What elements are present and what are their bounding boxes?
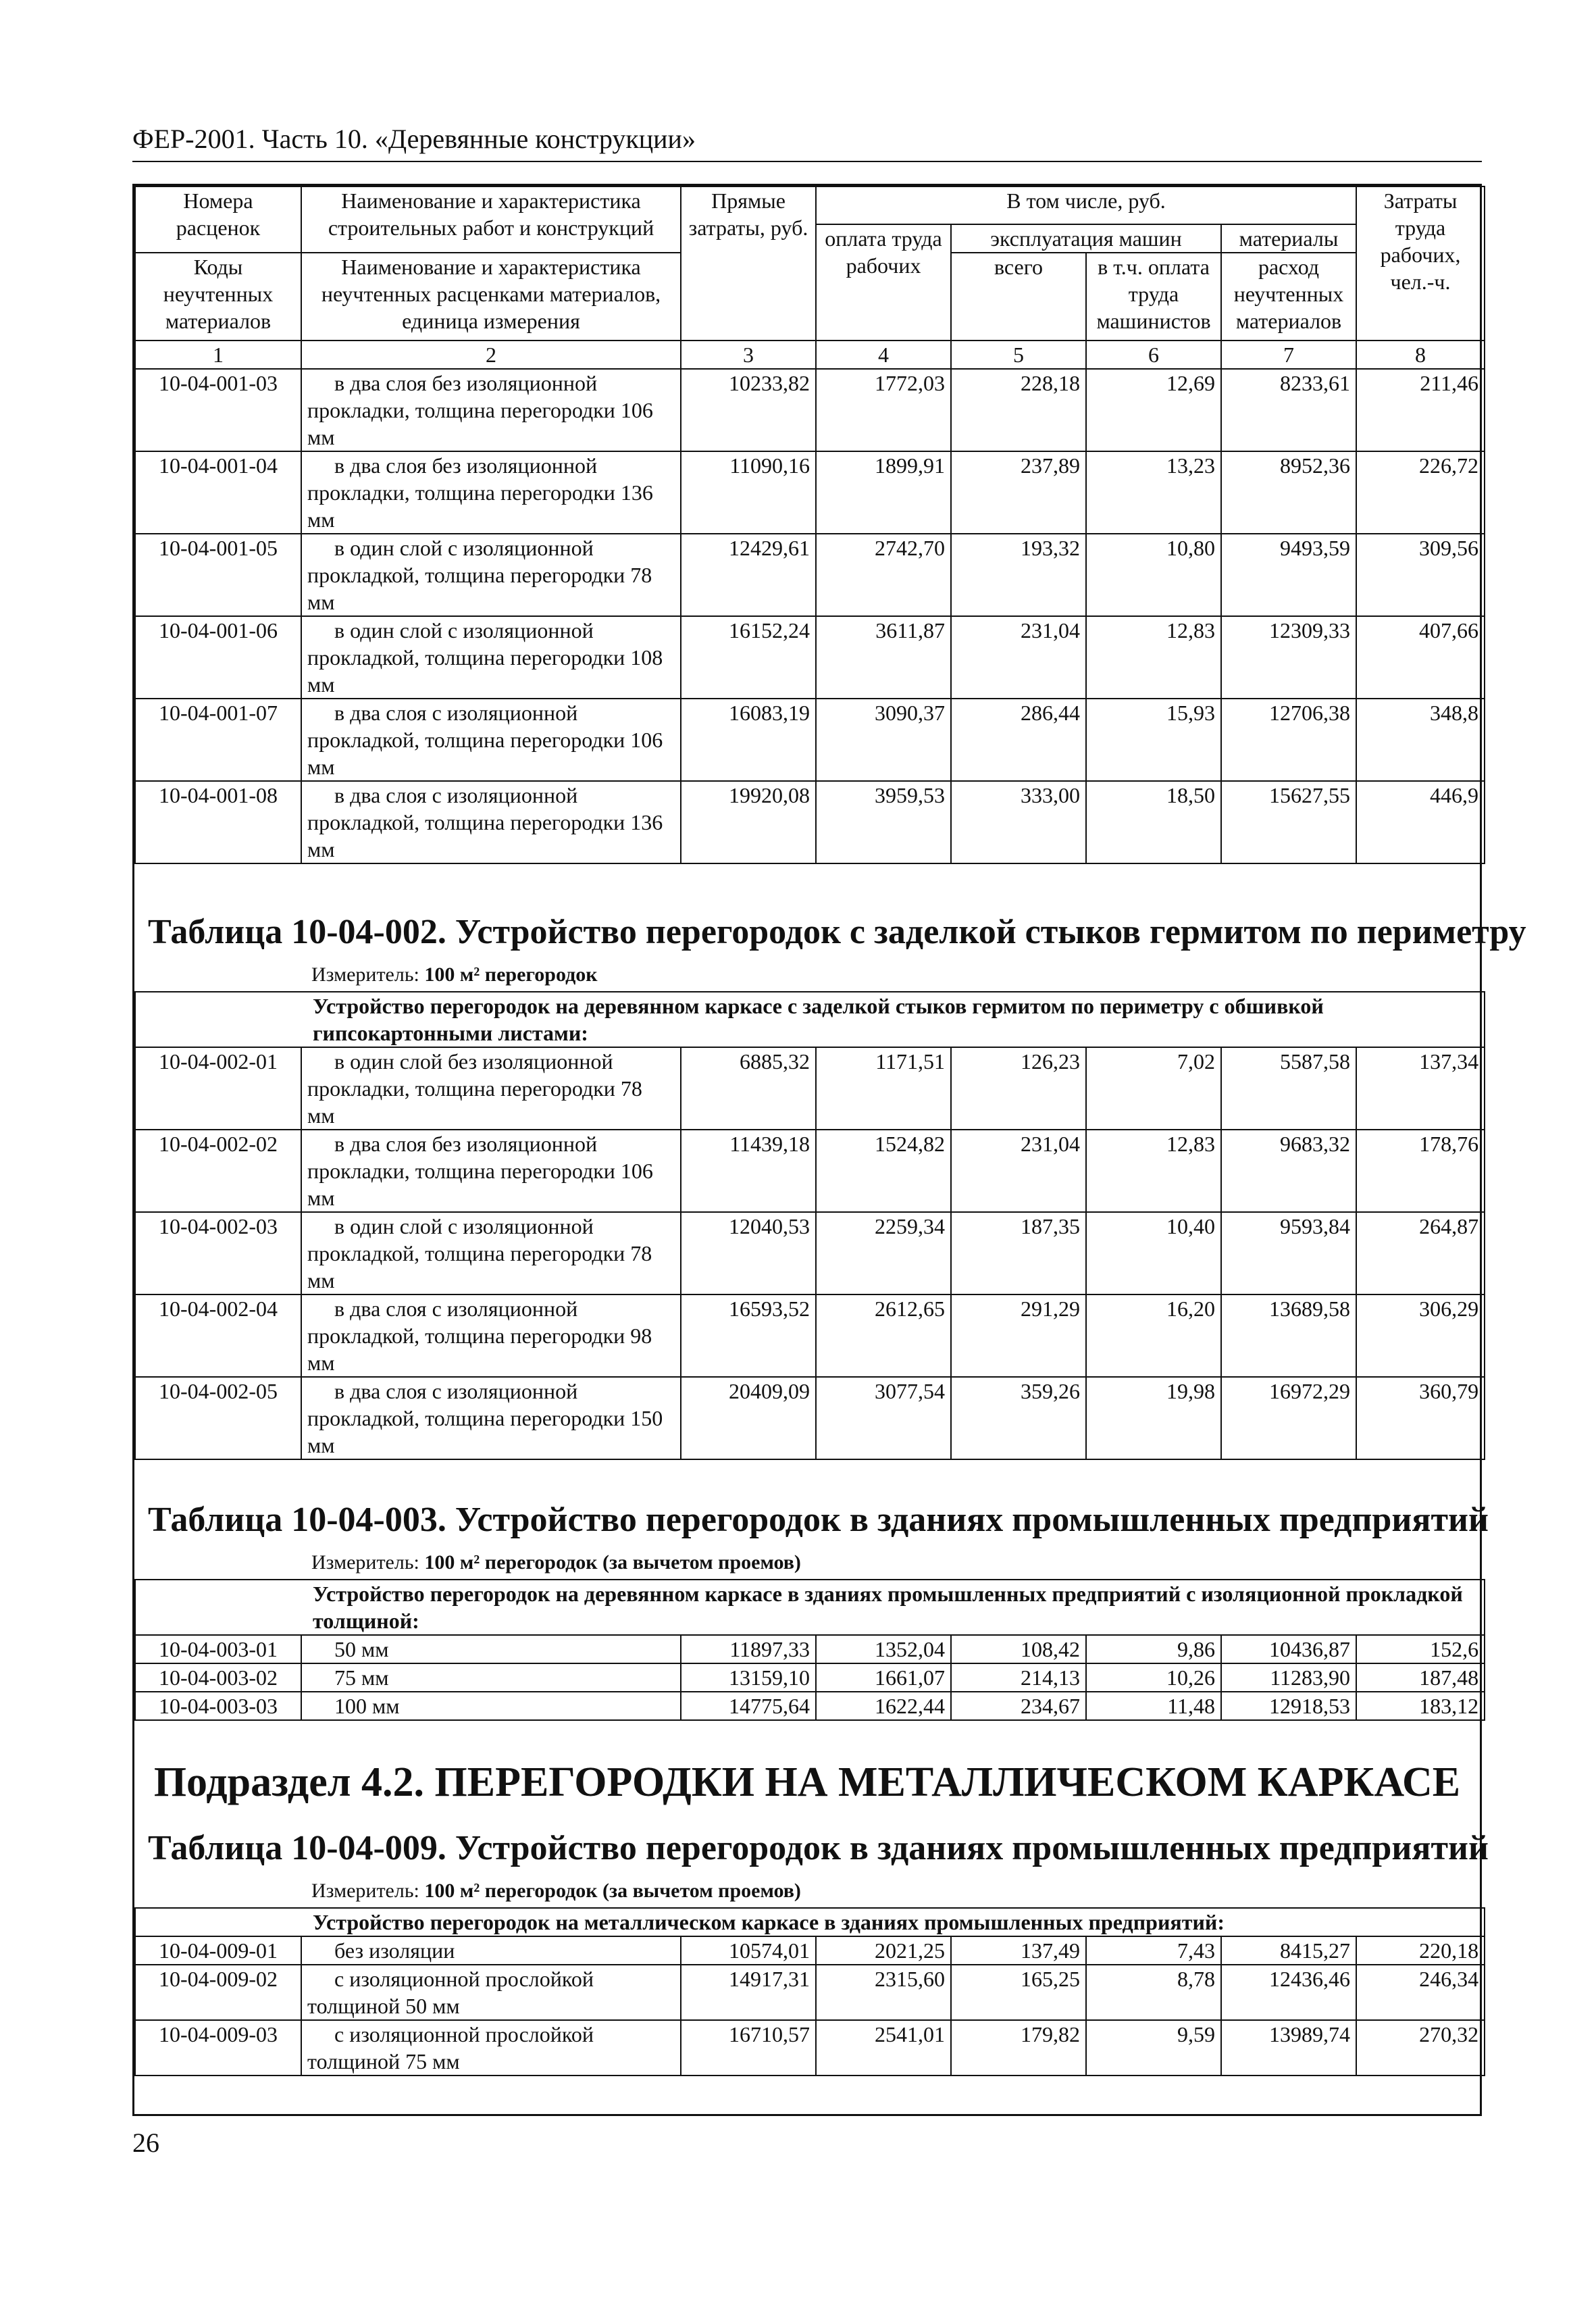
machines-total-cell: 108,42 xyxy=(951,1635,1086,1663)
header-unaccounted-name: Наименование и характеристика неучтенных расценками материалов, единица измерения xyxy=(301,253,681,341)
measure-label: Измеритель: xyxy=(311,1551,419,1574)
labor-hours-cell: 183,12 xyxy=(1356,1692,1485,1720)
labor-hours-cell: 152,6 xyxy=(1356,1635,1485,1663)
page-number: 26 xyxy=(132,2128,159,2158)
materials-cell: 9493,59 xyxy=(1221,534,1356,616)
table-009-group: Устройство перегородок на металлическом каркасе в зданиях промышленных предприятий: xyxy=(135,1908,1485,1936)
materials-cell: 8233,61 xyxy=(1221,369,1356,451)
machines-labor-cell: 9,59 xyxy=(1086,2020,1221,2076)
labor-hours-cell: 407,66 xyxy=(1356,616,1485,699)
materials-cell: 13989,74 xyxy=(1221,2020,1356,2076)
direct-costs-cell: 12040,53 xyxy=(681,1212,816,1294)
labor-pay-cell: 2315,60 xyxy=(816,1965,951,2020)
labor-hours-cell: 178,76 xyxy=(1356,1130,1485,1212)
table-003-group: Устройство перегородок на деревянном каркасе в зданиях промышленных предприятий с изоляционной прокладкой толщиной: xyxy=(135,1580,1485,1635)
header-machines: эксплуатация машин xyxy=(951,224,1221,253)
table-row xyxy=(135,2020,1485,2076)
header-rate-numbers: Номера расценок xyxy=(135,186,301,253)
machines-total-cell: 333,00 xyxy=(951,781,1086,863)
machines-labor-cell: 7,02 xyxy=(1086,1047,1221,1130)
header-labor-hours: Затраты труда рабочих, чел.-ч. xyxy=(1356,186,1485,341)
direct-costs-cell: 13159,10 xyxy=(681,1663,816,1692)
page-header-title: ФЕР-2001. Часть 10. «Деревянные конструкции» xyxy=(132,124,696,154)
column-index: 7 xyxy=(1221,341,1356,369)
header-work-name: Наименование и характеристика строительных работ и конструкций xyxy=(301,186,681,253)
labor-pay-cell: 1171,51 xyxy=(816,1047,951,1130)
header-machines-labor: в т.ч. оплата труда машинистов xyxy=(1086,253,1221,341)
direct-costs-cell: 16710,57 xyxy=(681,2020,816,2076)
rate-name: в два слоя с изоляционной прокладкой, толщина перегородки 136 мм xyxy=(301,781,681,863)
rate-name: с изоляционной прослойкой толщиной 50 мм xyxy=(301,1965,681,2020)
direct-costs-cell: 20409,09 xyxy=(681,1377,816,1459)
rate-name: в два слоя с изоляционной прокладкой, толщина перегородки 150 мм xyxy=(301,1377,681,1459)
table-row xyxy=(135,781,1485,863)
measure-value: 100 м² перегородок (за вычетом проемов) xyxy=(424,1551,801,1574)
table-row xyxy=(135,1663,1485,1692)
direct-costs-cell: 16593,52 xyxy=(681,1294,816,1377)
rate-code: 10-04-009-02 xyxy=(135,1965,301,2020)
labor-hours-cell: 309,56 xyxy=(1356,534,1485,616)
rate-name: в один слой без изоляционной прокладки, толщина перегородки 78 мм xyxy=(301,1047,681,1130)
machines-total-cell: 237,89 xyxy=(951,451,1086,534)
machines-total-cell: 137,49 xyxy=(951,1936,1086,1965)
labor-pay-cell: 1524,82 xyxy=(816,1130,951,1212)
table-002-title: Таблица 10-04-002. Устройство перегородок с заделкой стыков гермитом по периметру xyxy=(148,913,1526,951)
header-labor-pay: оплата труда рабочих xyxy=(816,224,951,341)
labor-hours-cell: 360,79 xyxy=(1356,1377,1485,1459)
header-materials: материалы xyxy=(1221,224,1356,253)
rate-code: 10-04-009-01 xyxy=(135,1936,301,1965)
table-009-measure xyxy=(134,1878,1480,1905)
machines-labor-cell: 8,78 xyxy=(1086,1965,1221,2020)
direct-costs-cell: 16152,24 xyxy=(681,616,816,699)
table-row xyxy=(135,1965,1485,2020)
direct-costs-cell: 19920,08 xyxy=(681,781,816,863)
machines-total-cell: 291,29 xyxy=(951,1294,1086,1377)
document-frame xyxy=(132,184,1526,2116)
labor-pay-cell: 1622,44 xyxy=(816,1692,951,1720)
materials-cell: 12706,38 xyxy=(1221,699,1356,781)
rate-name: с изоляционной прослойкой толщиной 75 мм xyxy=(301,2020,681,2076)
direct-costs-cell: 10574,01 xyxy=(681,1936,816,1965)
direct-costs-cell: 11897,33 xyxy=(681,1635,816,1663)
rate-name: в два слоя с изоляционной прокладкой, толщина перегородки 98 мм xyxy=(301,1294,681,1377)
header-in-total: В том числе, руб. xyxy=(816,186,1356,224)
labor-hours-cell: 306,29 xyxy=(1356,1294,1485,1377)
labor-hours-cell: 270,32 xyxy=(1356,2020,1485,2076)
labor-hours-cell: 246,34 xyxy=(1356,1965,1485,2020)
rates-table-003 xyxy=(134,1579,1485,1721)
direct-costs-cell: 16083,19 xyxy=(681,699,816,781)
machines-total-cell: 286,44 xyxy=(951,699,1086,781)
rate-name: в один слой с изоляционной прокладкой, толщина перегородки 78 мм xyxy=(301,534,681,616)
machines-total-cell: 234,67 xyxy=(951,1692,1086,1720)
table-row xyxy=(135,699,1485,781)
machines-labor-cell: 9,86 xyxy=(1086,1635,1221,1663)
direct-costs-cell: 11090,16 xyxy=(681,451,816,534)
materials-cell: 8952,36 xyxy=(1221,451,1356,534)
table-row xyxy=(135,369,1485,451)
materials-cell: 12918,53 xyxy=(1221,1692,1356,1720)
direct-costs-cell: 6885,32 xyxy=(681,1047,816,1130)
materials-cell: 13689,58 xyxy=(1221,1294,1356,1377)
subsection-title: Подраздел 4.2. ПЕРЕГОРОДКИ НА МЕТАЛЛИЧЕСКОМ КАРКАСЕ xyxy=(153,1759,1461,1805)
rate-code: 10-04-002-02 xyxy=(135,1130,301,1212)
labor-hours-cell: 264,87 xyxy=(1356,1212,1485,1294)
labor-hours-cell: 220,18 xyxy=(1356,1936,1485,1965)
header-materials-unaccounted: расход неучтенных материалов xyxy=(1221,253,1356,341)
rate-code: 10-04-001-04 xyxy=(135,451,301,534)
materials-cell: 9683,32 xyxy=(1221,1130,1356,1212)
column-index: 4 xyxy=(816,341,951,369)
machines-total-cell: 231,04 xyxy=(951,616,1086,699)
machines-total-cell: 126,23 xyxy=(951,1047,1086,1130)
labor-pay-cell: 1772,03 xyxy=(816,369,951,451)
rate-code: 10-04-002-01 xyxy=(135,1047,301,1130)
labor-pay-cell: 2612,65 xyxy=(816,1294,951,1377)
labor-pay-cell: 3959,53 xyxy=(816,781,951,863)
labor-pay-cell: 2021,25 xyxy=(816,1936,951,1965)
header-direct-costs: Прямые затраты, руб. xyxy=(681,186,816,341)
column-index: 2 xyxy=(301,341,681,369)
materials-cell: 8415,27 xyxy=(1221,1936,1356,1965)
materials-cell: 15627,55 xyxy=(1221,781,1356,863)
labor-hours-cell: 226,72 xyxy=(1356,451,1485,534)
rate-name: в два слоя без изоляционной прокладки, толщина перегородки 106 мм xyxy=(301,369,681,451)
materials-cell: 11283,90 xyxy=(1221,1663,1356,1692)
table-row xyxy=(135,451,1485,534)
measure-value: 100 м² перегородок xyxy=(424,963,598,986)
rate-code: 10-04-001-08 xyxy=(135,781,301,863)
labor-hours-cell: 187,48 xyxy=(1356,1663,1485,1692)
labor-pay-cell: 2742,70 xyxy=(816,534,951,616)
table-row xyxy=(135,1635,1485,1663)
machines-labor-cell: 13,23 xyxy=(1086,451,1221,534)
machines-labor-cell: 12,83 xyxy=(1086,616,1221,699)
labor-pay-cell: 3077,54 xyxy=(816,1377,951,1459)
rate-code: 10-04-001-03 xyxy=(135,369,301,451)
machines-labor-cell: 16,20 xyxy=(1086,1294,1221,1377)
rate-name: без изоляции xyxy=(301,1936,681,1965)
rate-code: 10-04-002-04 xyxy=(135,1294,301,1377)
machines-labor-cell: 12,69 xyxy=(1086,369,1221,451)
direct-costs-cell: 11439,18 xyxy=(681,1130,816,1212)
materials-cell: 10436,87 xyxy=(1221,1635,1356,1663)
rate-code: 10-04-002-05 xyxy=(135,1377,301,1459)
machines-total-cell: 214,13 xyxy=(951,1663,1086,1692)
materials-cell: 9593,84 xyxy=(1221,1212,1356,1294)
rate-code: 10-04-001-05 xyxy=(135,534,301,616)
header-machines-total: всего xyxy=(951,253,1086,341)
machines-total-cell: 193,32 xyxy=(951,534,1086,616)
labor-pay-cell: 2541,01 xyxy=(816,2020,951,2076)
machines-total-cell: 165,25 xyxy=(951,1965,1086,2020)
measure-value: 100 м² перегородок (за вычетом проемов) xyxy=(424,1880,801,1902)
rate-name: 100 мм xyxy=(301,1692,681,1720)
table-row xyxy=(135,534,1485,616)
rate-name: 50 мм xyxy=(301,1635,681,1663)
table-002-group: Устройство перегородок на деревянном каркасе с заделкой стыков гермитом по периметру с обшивкой гипсокартонными листами: xyxy=(135,992,1485,1047)
labor-pay-cell: 1352,04 xyxy=(816,1635,951,1663)
rate-code: 10-04-002-03 xyxy=(135,1212,301,1294)
machines-labor-cell: 10,80 xyxy=(1086,534,1221,616)
column-index: 1 xyxy=(135,341,301,369)
materials-cell: 5587,58 xyxy=(1221,1047,1356,1130)
rate-code: 10-04-003-02 xyxy=(135,1663,301,1692)
rate-name: в один слой с изоляционной прокладкой, толщина перегородки 108 мм xyxy=(301,616,681,699)
direct-costs-cell: 14775,64 xyxy=(681,1692,816,1720)
materials-cell: 12436,46 xyxy=(1221,1965,1356,2020)
table-009-title: Таблица 10-04-009. Устройство перегородок в зданиях промышленных предприятий xyxy=(148,1829,1489,1867)
rates-table-002 xyxy=(134,991,1485,1460)
rate-name: в два слоя с изоляционной прокладкой, толщина перегородки 106 мм xyxy=(301,699,681,781)
column-index: 3 xyxy=(681,341,816,369)
table-row xyxy=(135,1936,1485,1965)
machines-labor-cell: 10,26 xyxy=(1086,1663,1221,1692)
table-row xyxy=(135,1692,1485,1720)
table-row xyxy=(135,1294,1485,1377)
labor-pay-cell: 1899,91 xyxy=(816,451,951,534)
machines-total-cell: 228,18 xyxy=(951,369,1086,451)
labor-pay-cell: 2259,34 xyxy=(816,1212,951,1294)
rate-code: 10-04-001-07 xyxy=(135,699,301,781)
column-index: 8 xyxy=(1356,341,1485,369)
column-index: 5 xyxy=(951,341,1086,369)
rate-code: 10-04-003-03 xyxy=(135,1692,301,1720)
table-003-title: Таблица 10-04-003. Устройство перегородок в зданиях промышленных предприятий xyxy=(148,1501,1489,1539)
machines-total-cell: 187,35 xyxy=(951,1212,1086,1294)
table-row xyxy=(135,1047,1485,1130)
machines-labor-cell: 11,48 xyxy=(1086,1692,1221,1720)
rate-name: в два слоя без изоляционной прокладки, толщина перегородки 136 мм xyxy=(301,451,681,534)
labor-hours-cell: 137,34 xyxy=(1356,1047,1485,1130)
machines-labor-cell: 18,50 xyxy=(1086,781,1221,863)
materials-cell: 16972,29 xyxy=(1221,1377,1356,1459)
rate-name: в два слоя без изоляционной прокладки, толщина перегородки 106 мм xyxy=(301,1130,681,1212)
table-row xyxy=(135,616,1485,699)
table-003-measure xyxy=(134,1549,1480,1576)
rate-name: в один слой с изоляционной прокладкой, толщина перегородки 78 мм xyxy=(301,1212,681,1294)
machines-total-cell: 179,82 xyxy=(951,2020,1086,2076)
labor-pay-cell: 1661,07 xyxy=(816,1663,951,1692)
measure-label: Измеритель: xyxy=(311,1880,419,1902)
machines-total-cell: 359,26 xyxy=(951,1377,1086,1459)
rate-name: 75 мм xyxy=(301,1663,681,1692)
labor-hours-cell: 348,8 xyxy=(1356,699,1485,781)
machines-labor-cell: 19,98 xyxy=(1086,1377,1221,1459)
header-unaccounted-codes: Коды неучтенных материалов xyxy=(135,253,301,341)
machines-labor-cell: 7,43 xyxy=(1086,1936,1221,1965)
machines-labor-cell: 15,93 xyxy=(1086,699,1221,781)
header-rule xyxy=(132,161,1482,162)
table-row xyxy=(135,1130,1485,1212)
labor-pay-cell: 3090,37 xyxy=(816,699,951,781)
labor-hours-cell: 446,9 xyxy=(1356,781,1485,863)
machines-labor-cell: 12,83 xyxy=(1086,1130,1221,1212)
column-index: 6 xyxy=(1086,341,1221,369)
table-row xyxy=(135,1212,1485,1294)
labor-hours-cell: 211,46 xyxy=(1356,369,1485,451)
direct-costs-cell: 12429,61 xyxy=(681,534,816,616)
direct-costs-cell: 10233,82 xyxy=(681,369,816,451)
rates-table-009 xyxy=(134,1907,1485,2076)
table-002-measure xyxy=(134,961,1480,988)
materials-cell: 12309,33 xyxy=(1221,616,1356,699)
rates-table-001 xyxy=(134,186,1485,864)
table-row xyxy=(135,1377,1485,1459)
measure-label: Измеритель: xyxy=(311,963,419,986)
rate-code: 10-04-003-01 xyxy=(135,1635,301,1663)
rate-code: 10-04-001-06 xyxy=(135,616,301,699)
machines-total-cell: 231,04 xyxy=(951,1130,1086,1212)
machines-labor-cell: 10,40 xyxy=(1086,1212,1221,1294)
rate-code: 10-04-009-03 xyxy=(135,2020,301,2076)
labor-pay-cell: 3611,87 xyxy=(816,616,951,699)
direct-costs-cell: 14917,31 xyxy=(681,1965,816,2020)
